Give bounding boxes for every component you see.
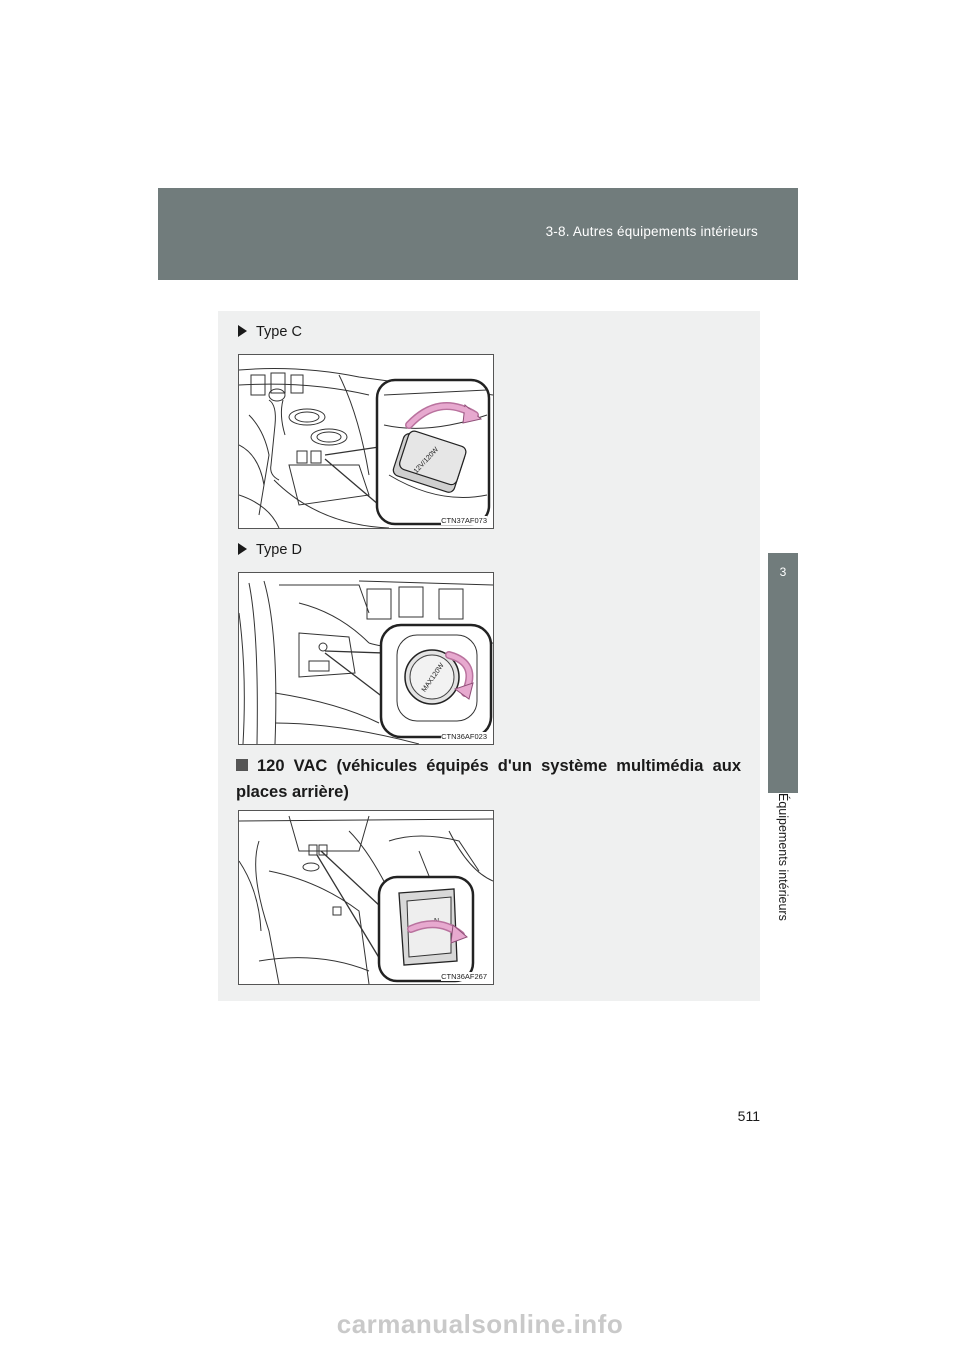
watermark: carmanualsonline.info: [336, 1309, 624, 1339]
page-number: 511: [737, 1108, 760, 1124]
rear-seat-illustration: [239, 811, 493, 984]
section-title: 3-8. Autres équipements intérieurs: [545, 224, 758, 239]
chapter-label: Équipements intérieurs: [776, 793, 790, 921]
triangle-bullet-icon: [238, 543, 247, 555]
type-c-label: Type C: [256, 324, 302, 340]
chapter-number: 3: [779, 565, 787, 579]
figure-type-d: [238, 572, 494, 745]
lid-text: 12V/120W: [412, 446, 441, 475]
header-band: [158, 188, 798, 280]
chapter-tab: [768, 553, 798, 793]
section-heading: [236, 753, 741, 805]
figure-code: CTN36AF023: [441, 732, 487, 741]
square-bullet-icon: [236, 759, 248, 771]
figure-type-c: [238, 354, 494, 529]
svg-text:N: N: [434, 918, 440, 925]
cap-text: MAX120W: [420, 662, 446, 694]
triangle-bullet-icon: [238, 325, 247, 337]
type-d-heading: [238, 542, 302, 558]
cargo-area-illustration: [239, 573, 493, 744]
console-illustration: [239, 355, 493, 528]
figure-code: CTN37AF073: [441, 516, 487, 525]
section-heading-text: 120 VAC (véhicules équipés d'un système multimédia aux places arrière): [236, 757, 741, 801]
chapter-label-wrap: [768, 793, 798, 993]
figure-code: CTN36AF267: [441, 972, 487, 981]
type-c-heading: [238, 324, 302, 340]
type-d-label: Type D: [256, 542, 302, 558]
figure-120vac: [238, 810, 494, 985]
